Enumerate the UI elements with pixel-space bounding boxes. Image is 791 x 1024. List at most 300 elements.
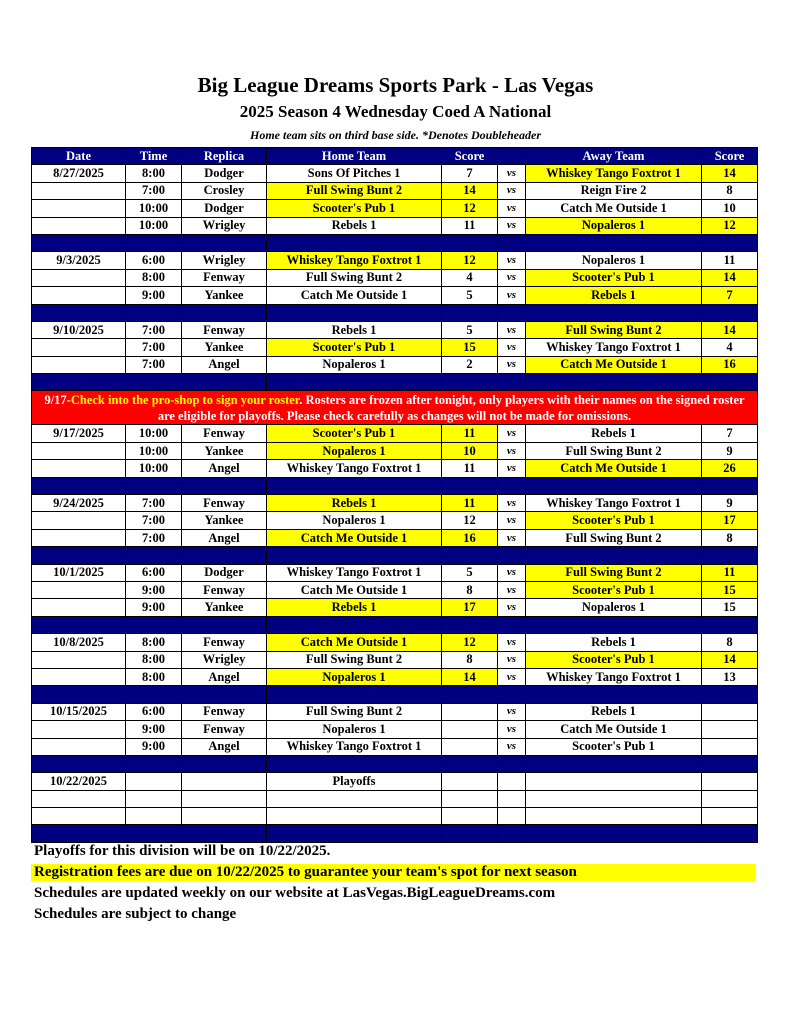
away-team-cell: Scooter's Pub 1 xyxy=(526,651,702,668)
separator-cell xyxy=(267,477,442,494)
date-cell xyxy=(32,581,126,598)
vs-cell: vs xyxy=(498,529,526,546)
home-team-cell: Sons Of Pitches 1 xyxy=(267,165,442,182)
header-away-score: Score xyxy=(702,148,758,165)
separator-cell xyxy=(32,304,126,321)
table-header xyxy=(32,148,758,165)
home-score-cell: 5 xyxy=(442,287,498,304)
date-cell xyxy=(32,599,126,616)
home-team-cell: Scooter's Pub 1 xyxy=(267,200,442,217)
separator-row xyxy=(32,304,758,321)
vs-cell: vs xyxy=(498,512,526,529)
separator-cell xyxy=(267,547,442,564)
replica-cell: Yankee xyxy=(182,442,267,459)
vs-cell: vs xyxy=(498,321,526,338)
away-team-cell: Full Swing Bunt 2 xyxy=(526,529,702,546)
game-row xyxy=(32,790,758,807)
vs-cell xyxy=(498,808,526,825)
separator-cell xyxy=(442,755,498,772)
time-cell: 9:00 xyxy=(126,287,182,304)
vs-cell: vs xyxy=(498,217,526,234)
away-team-cell: Reign Fire 2 xyxy=(526,182,702,199)
time-cell: 6:00 xyxy=(126,703,182,720)
away-score-cell: 14 xyxy=(702,321,758,338)
separator-cell xyxy=(126,477,182,494)
page-subtitle: 2025 Season 4 Wednesday Coed A National xyxy=(239,102,552,121)
separator-cell xyxy=(267,616,442,633)
away-team-cell: Rebels 1 xyxy=(526,703,702,720)
separator-cell xyxy=(182,234,267,251)
separator-cell xyxy=(182,304,267,321)
vs-cell: vs xyxy=(498,182,526,199)
home-score-cell xyxy=(442,808,498,825)
time-cell: 8:00 xyxy=(126,634,182,651)
separator-cell xyxy=(526,547,702,564)
separator-cell xyxy=(442,616,498,633)
home-team-cell: Whiskey Tango Foxtrot 1 xyxy=(267,738,442,755)
away-team-cell: Full Swing Bunt 2 xyxy=(526,442,702,459)
vs-cell: vs xyxy=(498,339,526,356)
away-score-cell: 16 xyxy=(702,356,758,373)
date-cell xyxy=(32,651,126,668)
replica-cell xyxy=(182,808,267,825)
separator-row xyxy=(32,825,758,842)
replica-cell: Wrigley xyxy=(182,252,267,269)
home-team-cell: Rebels 1 xyxy=(267,321,442,338)
date-cell xyxy=(32,182,126,199)
home-score-cell: 4 xyxy=(442,269,498,286)
separator-cell xyxy=(182,686,267,703)
separator-cell xyxy=(182,616,267,633)
replica-cell: Fenway xyxy=(182,269,267,286)
separator-cell xyxy=(442,547,498,564)
time-cell: 7:00 xyxy=(126,529,182,546)
time-cell: 9:00 xyxy=(126,581,182,598)
home-score-cell: 11 xyxy=(442,425,498,442)
date-cell: 9/3/2025 xyxy=(32,252,126,269)
vs-cell: vs xyxy=(498,668,526,685)
away-score-cell: 15 xyxy=(702,581,758,598)
vs-cell: vs xyxy=(498,165,526,182)
game-row xyxy=(32,165,758,182)
away-team-cell xyxy=(526,790,702,807)
away-team-cell: Catch Me Outside 1 xyxy=(526,721,702,738)
header-home-team: Home Team xyxy=(267,148,442,165)
away-team-cell: Scooter's Pub 1 xyxy=(526,738,702,755)
away-score-cell: 9 xyxy=(702,495,758,512)
time-cell: 9:00 xyxy=(126,738,182,755)
separator-cell xyxy=(498,547,526,564)
away-score-cell: 13 xyxy=(702,668,758,685)
home-score-cell: 14 xyxy=(442,182,498,199)
game-row xyxy=(32,529,758,546)
time-cell: 9:00 xyxy=(126,721,182,738)
vs-cell: vs xyxy=(498,599,526,616)
away-score-cell: 15 xyxy=(702,599,758,616)
time-cell: 10:00 xyxy=(126,460,182,477)
separator-row xyxy=(32,234,758,251)
away-score-cell xyxy=(702,721,758,738)
home-team-cell: Full Swing Bunt 2 xyxy=(267,703,442,720)
replica-cell: Angel xyxy=(182,738,267,755)
separator-cell xyxy=(498,825,526,842)
home-score-cell: 14 xyxy=(442,668,498,685)
page-title: Big League Dreams Sports Park - Las Vegas xyxy=(197,73,594,97)
time-cell: 7:00 xyxy=(126,182,182,199)
game-row xyxy=(32,200,758,217)
game-row xyxy=(32,460,758,477)
home-score-cell: 5 xyxy=(442,321,498,338)
away-score-cell: 14 xyxy=(702,651,758,668)
game-row xyxy=(32,564,758,581)
vs-cell: vs xyxy=(498,738,526,755)
replica-cell: Wrigley xyxy=(182,651,267,668)
away-score-cell xyxy=(702,773,758,790)
separator-cell xyxy=(526,686,702,703)
vs-cell: vs xyxy=(498,442,526,459)
vs-cell: vs xyxy=(498,581,526,598)
game-row xyxy=(32,356,758,373)
away-team-cell: Full Swing Bunt 2 xyxy=(526,321,702,338)
replica-cell: Fenway xyxy=(182,425,267,442)
date-cell: 10/1/2025 xyxy=(32,564,126,581)
home-score-cell: 11 xyxy=(442,495,498,512)
home-score-cell: 5 xyxy=(442,564,498,581)
game-row xyxy=(32,321,758,338)
separator-cell xyxy=(526,477,702,494)
time-cell: 8:00 xyxy=(126,269,182,286)
separator-row xyxy=(32,686,758,703)
home-team-cell: Nopaleros 1 xyxy=(267,356,442,373)
separator-cell xyxy=(182,547,267,564)
separator-cell xyxy=(702,374,758,391)
replica-cell xyxy=(182,790,267,807)
header-away-team: Away Team xyxy=(526,148,702,165)
game-row xyxy=(32,425,758,442)
home-team-cell: Rebels 1 xyxy=(267,599,442,616)
away-team-cell: Nopaleros 1 xyxy=(526,217,702,234)
date-cell xyxy=(32,442,126,459)
game-row xyxy=(32,269,758,286)
separator-cell xyxy=(526,755,702,772)
time-cell: 8:00 xyxy=(126,651,182,668)
away-team-cell xyxy=(526,808,702,825)
home-score-cell xyxy=(442,703,498,720)
separator-cell xyxy=(267,686,442,703)
time-cell: 7:00 xyxy=(126,512,182,529)
away-team-cell: Catch Me Outside 1 xyxy=(526,460,702,477)
home-team-cell: Whiskey Tango Foxtrot 1 xyxy=(267,564,442,581)
home-team-cell: Full Swing Bunt 2 xyxy=(267,651,442,668)
away-score-cell: 7 xyxy=(702,287,758,304)
home-team-cell: Whiskey Tango Foxtrot 1 xyxy=(267,460,442,477)
separator-cell xyxy=(32,374,126,391)
separator-cell xyxy=(498,755,526,772)
schedule-note: Home team sits on third base side. *Denotes Doubleheader xyxy=(250,128,541,142)
time-cell: 6:00 xyxy=(126,252,182,269)
footer-registration-note: Registration fees are due on 10/22/2025 to guarantee your team's spot for next season xyxy=(31,864,756,881)
separator-cell xyxy=(267,374,442,391)
away-team-cell: Scooter's Pub 1 xyxy=(526,269,702,286)
home-team-cell: Full Swing Bunt 2 xyxy=(267,182,442,199)
replica-cell: Dodger xyxy=(182,564,267,581)
away-team-cell: Nopaleros 1 xyxy=(526,599,702,616)
separator-cell xyxy=(526,825,702,842)
home-score-cell: 2 xyxy=(442,356,498,373)
home-team-cell: Full Swing Bunt 2 xyxy=(267,269,442,286)
game-row xyxy=(32,339,758,356)
header-replica: Replica xyxy=(182,148,267,165)
footer-website-note: Schedules are updated weekly on our website at LasVegas.BigLeagueDreams.com xyxy=(34,885,556,901)
banner-highlight: Check into the pro-shop to sign your roster xyxy=(70,392,300,407)
separator-cell xyxy=(267,755,442,772)
time-cell: 7:00 xyxy=(126,321,182,338)
vs-cell xyxy=(498,790,526,807)
home-score-cell: 8 xyxy=(442,651,498,668)
away-score-cell xyxy=(702,790,758,807)
vs-cell: vs xyxy=(498,252,526,269)
game-row xyxy=(32,773,758,790)
home-team-cell: Nopaleros 1 xyxy=(267,721,442,738)
home-team-cell: Playoffs xyxy=(267,773,442,790)
replica-cell: Angel xyxy=(182,529,267,546)
away-score-cell: 8 xyxy=(702,182,758,199)
home-team-cell: Catch Me Outside 1 xyxy=(267,581,442,598)
separator-cell xyxy=(32,477,126,494)
replica-cell xyxy=(182,773,267,790)
vs-cell xyxy=(498,773,526,790)
separator-cell xyxy=(32,825,126,842)
date-cell xyxy=(32,356,126,373)
schedule-table xyxy=(31,147,758,843)
vs-cell: vs xyxy=(498,356,526,373)
replica-cell: Fenway xyxy=(182,321,267,338)
home-team-cell xyxy=(267,790,442,807)
away-team-cell: Whiskey Tango Foxtrot 1 xyxy=(526,339,702,356)
footer-change-note: Schedules are subject to change xyxy=(34,906,237,922)
separator-row xyxy=(32,547,758,564)
separator-cell xyxy=(182,825,267,842)
game-row xyxy=(32,634,758,651)
game-row xyxy=(32,252,758,269)
date-cell xyxy=(32,790,126,807)
away-team-cell: Scooter's Pub 1 xyxy=(526,512,702,529)
replica-cell: Yankee xyxy=(182,512,267,529)
separator-row xyxy=(32,374,758,391)
separator-cell xyxy=(702,547,758,564)
separator-cell xyxy=(126,547,182,564)
separator-cell xyxy=(126,374,182,391)
separator-cell xyxy=(702,234,758,251)
vs-cell: vs xyxy=(498,634,526,651)
replica-cell: Fenway xyxy=(182,495,267,512)
away-team-cell: Nopaleros 1 xyxy=(526,252,702,269)
replica-cell: Dodger xyxy=(182,200,267,217)
away-score-cell xyxy=(702,808,758,825)
replica-cell: Dodger xyxy=(182,165,267,182)
away-team-cell xyxy=(526,773,702,790)
home-score-cell: 12 xyxy=(442,200,498,217)
home-score-cell: 15 xyxy=(442,339,498,356)
time-cell: 7:00 xyxy=(126,495,182,512)
separator-cell xyxy=(702,825,758,842)
time-cell: 8:00 xyxy=(126,668,182,685)
away-team-cell: Scooter's Pub 1 xyxy=(526,581,702,598)
home-score-cell xyxy=(442,721,498,738)
separator-cell xyxy=(498,616,526,633)
home-score-cell xyxy=(442,738,498,755)
date-cell: 9/17/2025 xyxy=(32,425,126,442)
replica-cell: Angel xyxy=(182,356,267,373)
separator-cell xyxy=(442,686,498,703)
vs-cell: vs xyxy=(498,200,526,217)
home-team-cell: Scooter's Pub 1 xyxy=(267,339,442,356)
date-cell: 9/24/2025 xyxy=(32,495,126,512)
date-cell: 8/27/2025 xyxy=(32,165,126,182)
header-time: Time xyxy=(126,148,182,165)
home-team-cell: Rebels 1 xyxy=(267,217,442,234)
replica-cell: Yankee xyxy=(182,599,267,616)
date-cell xyxy=(32,217,126,234)
separator-cell xyxy=(498,234,526,251)
vs-cell: vs xyxy=(498,269,526,286)
separator-cell xyxy=(126,304,182,321)
separator-cell xyxy=(182,477,267,494)
game-row xyxy=(32,651,758,668)
date-cell: 10/22/2025 xyxy=(32,773,126,790)
time-cell: 8:00 xyxy=(126,165,182,182)
replica-cell: Wrigley xyxy=(182,217,267,234)
away-score-cell: 9 xyxy=(702,442,758,459)
date-cell xyxy=(32,668,126,685)
replica-cell: Fenway xyxy=(182,581,267,598)
away-team-cell: Catch Me Outside 1 xyxy=(526,356,702,373)
game-row xyxy=(32,721,758,738)
game-row xyxy=(32,182,758,199)
header-date: Date xyxy=(32,148,126,165)
separator-row xyxy=(32,616,758,633)
time-cell: 7:00 xyxy=(126,339,182,356)
vs-cell: vs xyxy=(498,651,526,668)
replica-cell: Crosley xyxy=(182,182,267,199)
home-team-cell: Catch Me Outside 1 xyxy=(267,529,442,546)
separator-cell xyxy=(32,755,126,772)
away-team-cell: Full Swing Bunt 2 xyxy=(526,564,702,581)
vs-cell: vs xyxy=(498,721,526,738)
date-cell xyxy=(32,721,126,738)
separator-cell xyxy=(126,616,182,633)
time-cell: 9:00 xyxy=(126,599,182,616)
replica-cell: Angel xyxy=(182,460,267,477)
vs-cell: vs xyxy=(498,564,526,581)
home-score-cell xyxy=(442,773,498,790)
away-score-cell: 11 xyxy=(702,252,758,269)
vs-cell: vs xyxy=(498,495,526,512)
separator-cell xyxy=(442,477,498,494)
game-row xyxy=(32,581,758,598)
replica-cell: Yankee xyxy=(182,339,267,356)
separator-cell xyxy=(126,755,182,772)
home-team-cell: Nopaleros 1 xyxy=(267,512,442,529)
home-score-cell: 12 xyxy=(442,252,498,269)
replica-cell: Yankee xyxy=(182,287,267,304)
separator-cell xyxy=(498,374,526,391)
home-score-cell: 8 xyxy=(442,581,498,598)
time-cell xyxy=(126,790,182,807)
home-score-cell: 17 xyxy=(442,599,498,616)
away-score-cell xyxy=(702,703,758,720)
away-score-cell: 8 xyxy=(702,634,758,651)
separator-cell xyxy=(702,755,758,772)
game-row xyxy=(32,599,758,616)
date-cell: 9/10/2025 xyxy=(32,321,126,338)
time-cell xyxy=(126,773,182,790)
separator-cell xyxy=(442,825,498,842)
vs-cell: vs xyxy=(498,425,526,442)
home-score-cell: 16 xyxy=(442,529,498,546)
date-cell xyxy=(32,269,126,286)
game-row xyxy=(32,287,758,304)
date-cell xyxy=(32,529,126,546)
game-row xyxy=(32,495,758,512)
separator-cell xyxy=(126,825,182,842)
away-score-cell: 14 xyxy=(702,269,758,286)
away-score-cell: 10 xyxy=(702,200,758,217)
separator-cell xyxy=(498,686,526,703)
vs-cell: vs xyxy=(498,460,526,477)
home-score-cell: 10 xyxy=(442,442,498,459)
home-team-cell: Catch Me Outside 1 xyxy=(267,287,442,304)
away-team-cell: Whiskey Tango Foxtrot 1 xyxy=(526,495,702,512)
away-score-cell: 11 xyxy=(702,564,758,581)
header-home-score: Score xyxy=(442,148,498,165)
date-cell: 10/8/2025 xyxy=(32,634,126,651)
time-cell: 10:00 xyxy=(126,200,182,217)
vs-cell: vs xyxy=(498,703,526,720)
roster-banner-row xyxy=(32,391,758,425)
separator-cell xyxy=(442,234,498,251)
separator-cell xyxy=(498,477,526,494)
separator-row xyxy=(32,755,758,772)
home-team-cell: Scooter's Pub 1 xyxy=(267,425,442,442)
separator-cell xyxy=(442,374,498,391)
home-score-cell: 7 xyxy=(442,165,498,182)
footer-playoffs-note: Playoffs for this division will be on 10/22/2025. xyxy=(34,843,331,859)
game-row xyxy=(32,738,758,755)
separator-cell xyxy=(526,374,702,391)
away-team-cell: Whiskey Tango Foxtrot 1 xyxy=(526,165,702,182)
separator-cell xyxy=(32,547,126,564)
home-team-cell: Rebels 1 xyxy=(267,495,442,512)
home-team-cell: Nopaleros 1 xyxy=(267,442,442,459)
separator-cell xyxy=(267,234,442,251)
away-team-cell: Catch Me Outside 1 xyxy=(526,200,702,217)
home-team-cell: Nopaleros 1 xyxy=(267,668,442,685)
separator-row xyxy=(32,477,758,494)
separator-cell xyxy=(126,686,182,703)
home-score-cell: 12 xyxy=(442,634,498,651)
away-team-cell: Rebels 1 xyxy=(526,287,702,304)
away-team-cell: Whiskey Tango Foxtrot 1 xyxy=(526,668,702,685)
time-cell: 10:00 xyxy=(126,425,182,442)
away-score-cell: 7 xyxy=(702,425,758,442)
separator-cell xyxy=(498,304,526,321)
time-cell: 7:00 xyxy=(126,356,182,373)
time-cell: 10:00 xyxy=(126,217,182,234)
home-team-cell xyxy=(267,808,442,825)
away-score-cell xyxy=(702,738,758,755)
separator-cell xyxy=(702,304,758,321)
